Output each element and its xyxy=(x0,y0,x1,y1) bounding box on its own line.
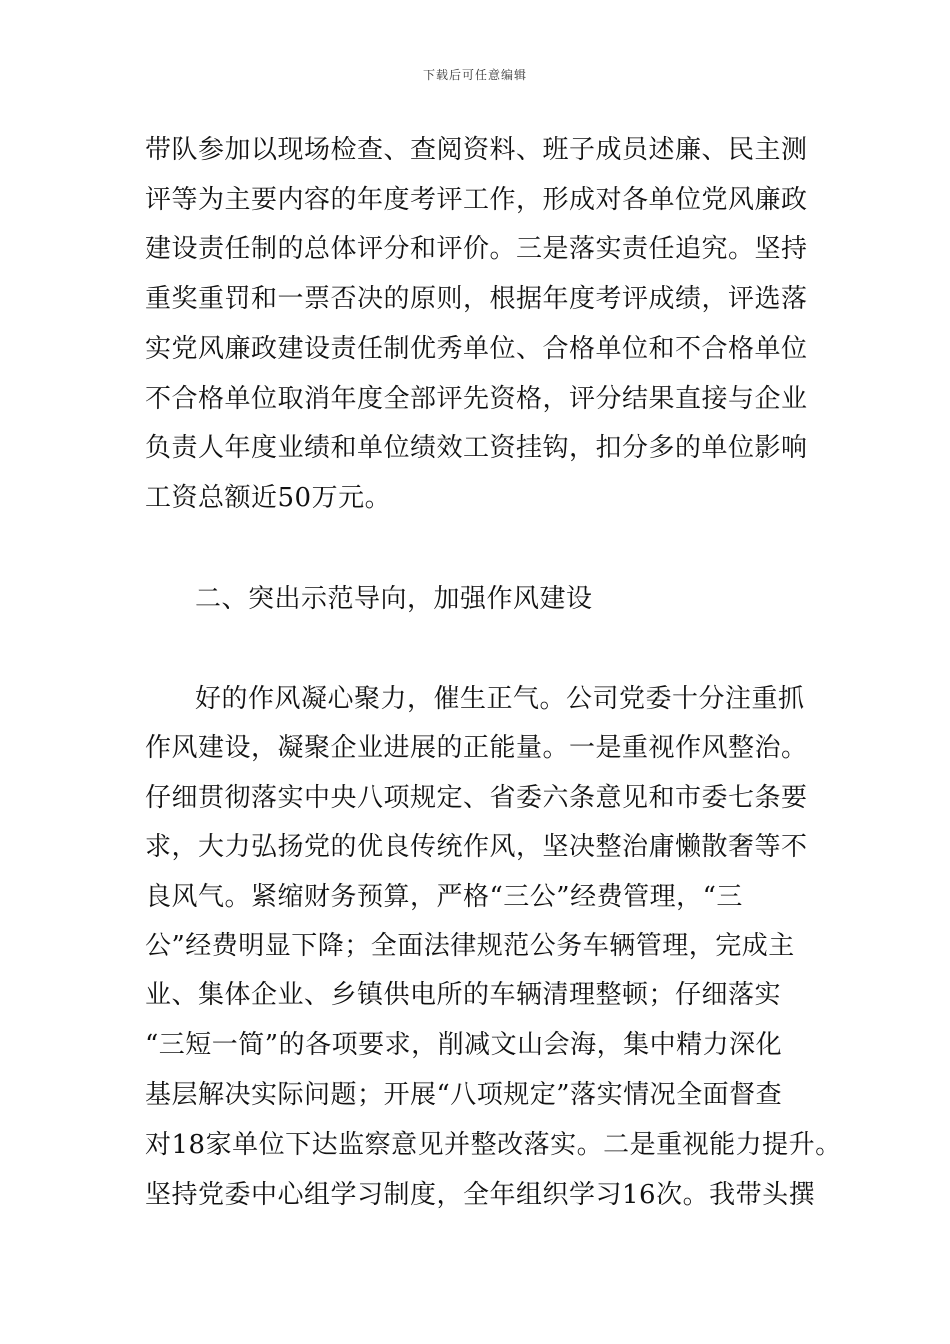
body-line: 评等为主要内容的年度考评工作，形成对各单位党风廉政 xyxy=(145,185,808,215)
body-line: 实党风廉政建设责任制优秀单位、合格单位和不合格单位 xyxy=(145,334,808,364)
body-line: 负责人年度业绩和单位绩效工资挂钩，扣分多的单位影响 xyxy=(145,433,808,463)
body-line: 好的作风凝心聚力，催生正气。公司党委十分注重抓 xyxy=(195,684,805,714)
body-line: “三短一简”的各项要求，削减文山会海，集中精力深化 xyxy=(145,1030,783,1060)
body-line: 工资总额近50万元。 xyxy=(145,483,392,513)
body-line: 不合格单位取消年度全部评先资格，评分结果直接与企业 xyxy=(145,384,808,414)
body-line: 带队参加以现场检查、查阅资料、班子成员述廉、民主测 xyxy=(145,135,808,165)
body-line: 基层解决实际问题；开展“八项规定”落实情况全面督查 xyxy=(145,1080,783,1110)
body-line: 对18家单位下达监察意见并整改落实。二是重视能力提升。 xyxy=(145,1130,842,1160)
body-line: 业、集体企业、乡镇供电所的车辆清理整顿；仔细落实 xyxy=(145,980,782,1010)
section-heading: 二、突出示范导向，加强作风建设 xyxy=(195,584,593,614)
body-line: 坚持党委中心组学习制度，全年组织学习16次。我带头撰 xyxy=(145,1180,816,1210)
body-line: 重奖重罚和一票否决的原则，根据年度考评成绩，评选落 xyxy=(145,284,808,314)
body-line: 仔细贯彻落实中央八项规定、省委六条意见和市委七条要 xyxy=(145,783,808,813)
body-line: 建设责任制的总体评分和评价。三是落实责任追究。坚持 xyxy=(145,234,808,264)
body-line: 公”经费明显下降；全面法律规范公务车辆管理，完成主 xyxy=(145,931,795,961)
body-line: 求，大力弘扬党的优良传统作风，坚决整治庸懒散奢等不 xyxy=(145,832,808,862)
header-note: 下载后可任意编辑 xyxy=(422,68,527,82)
body-line: 良风气。紧缩财务预算，严格“三公”经费管理，“三 xyxy=(145,882,743,912)
body-line: 作风建设，凝聚企业进展的正能量。一是重视作风整治。 xyxy=(145,733,808,763)
